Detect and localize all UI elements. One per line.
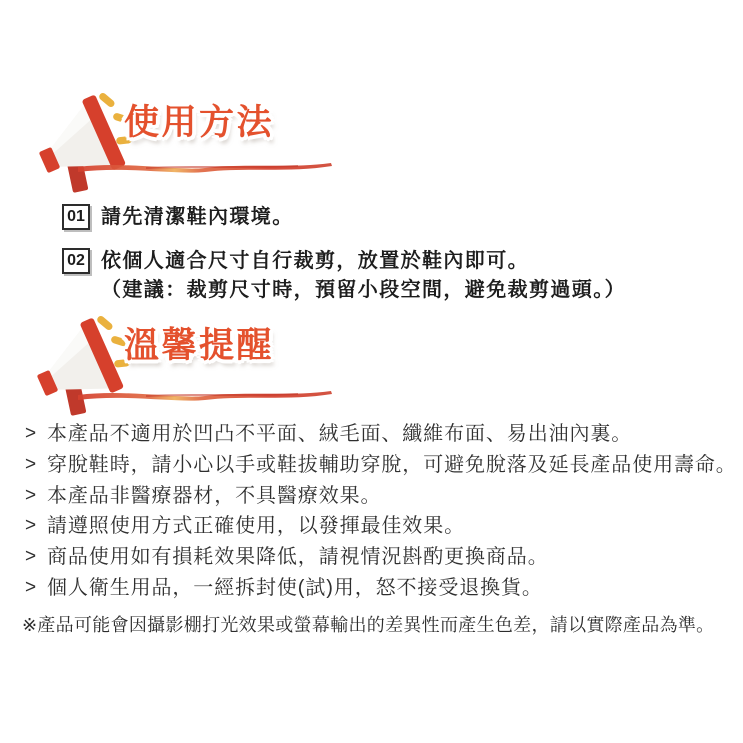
reminder-item [25,545,737,576]
bullet-marker: > [25,453,37,475]
reminder-title: 溫馨提醒 [124,326,275,365]
usage-step-2 [62,247,626,305]
bullet-marker: > [25,423,37,444]
usage-step-1 [62,203,294,232]
reminder-list [25,422,737,607]
bullet-marker: > [25,515,37,537]
usage-title: 使用方法 [124,103,275,142]
bullet-marker: > [25,576,37,598]
step-number-badge: 01 [62,204,90,230]
step-line: 請先清潔鞋內環境。 [101,206,294,228]
brush-underline [76,153,334,177]
color-difference-disclaimer: ※產品可能會因攝影棚打光效果或螢幕輸出的差異性而產生色差，請以實際產品為準。 [22,615,715,635]
brush-underline [76,381,334,405]
reminder-text: 本產品非醫療器材，不具醫療效果。 [47,484,382,507]
reminder-text: 商品使用如有損耗效果降低，請視情況斟酌更換商品。 [47,546,549,569]
bullet-marker: > [25,484,37,506]
step-number-badge: 02 [62,248,90,274]
reminder-item [25,422,737,453]
reminder-item [25,484,737,515]
reminder-text: 本產品不適用於凹凸不平面、絨毛面、纖維布面、易出油內裏。 [47,423,633,445]
reminder-item [25,453,737,484]
reminder-text: 穿脫鞋時，請小心以手或鞋拔輔助穿脫，可避免脫落及延長產品使用壽命。 [47,453,737,476]
reminder-item [25,514,737,545]
reminder-item [25,576,737,607]
reminder-text: 個人衛生用品，一經拆封使(試)用，怒不接受退換貨。 [47,576,543,599]
bullet-marker: > [25,546,37,568]
reminder-text: 請遵照使用方式正確使用，以發揮最佳效果。 [47,515,465,538]
step-line: 依個人適合尺寸自行裁剪，放置於鞋內即可。 [101,250,529,272]
step-line: （建議：裁剪尺寸時，預留小段空間，避免裁剪過頭。） [101,279,626,301]
megaphone-icon [34,92,138,196]
